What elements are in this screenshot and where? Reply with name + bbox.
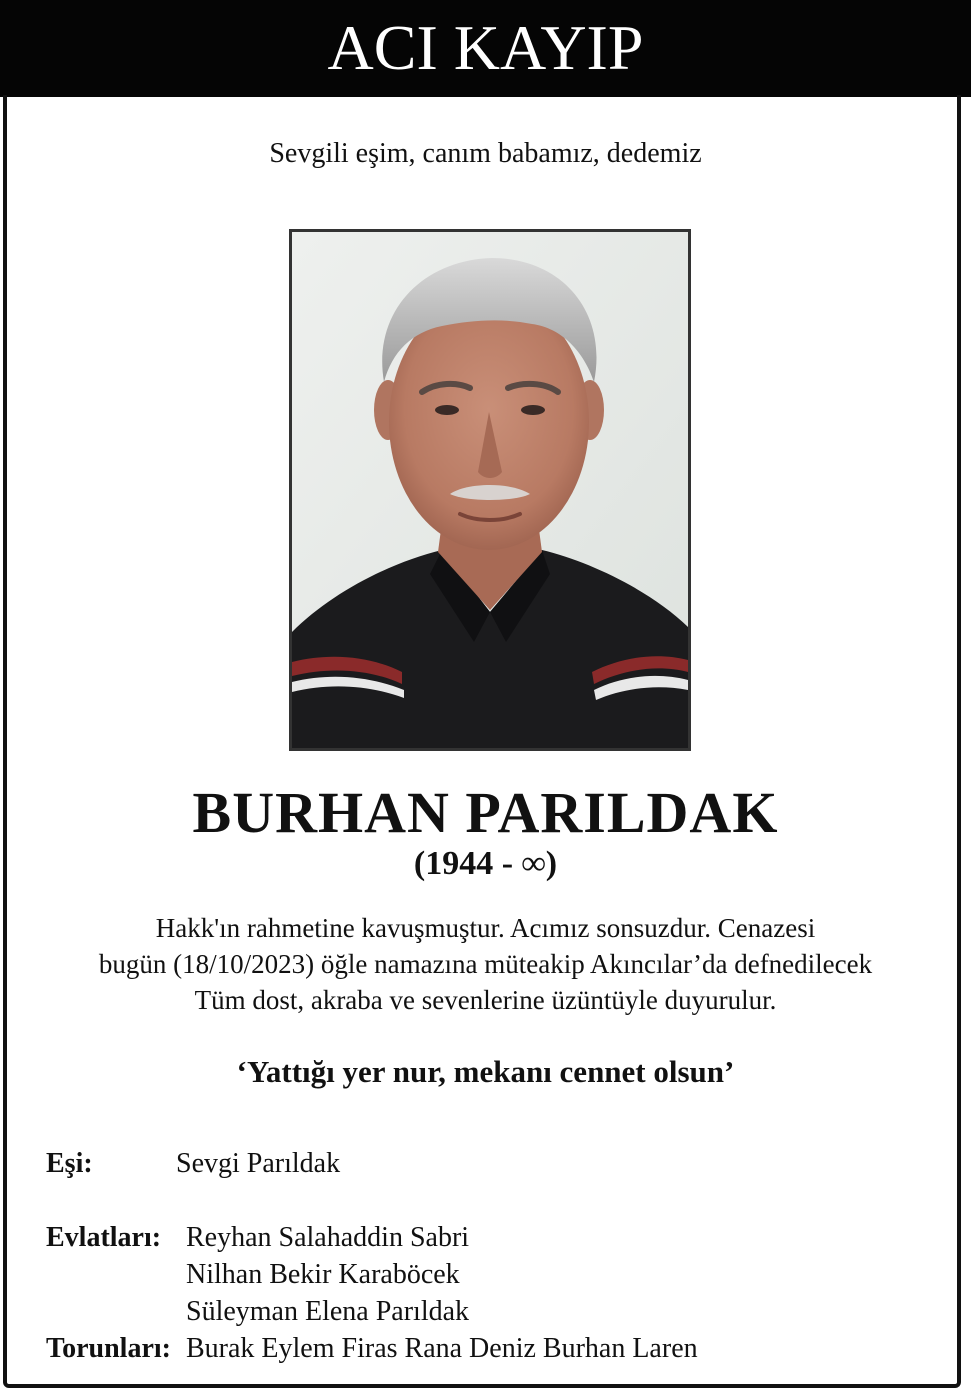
message-line: Hakk'ın rahmetine kavuşmuştur. Acımız sonsuzdur. Cenazesi: [155, 913, 816, 943]
prayer-quote: ‘Yattığı yer nur, mekanı cennet olsun’: [236, 1054, 735, 1089]
message-line: bugün (18/10/2023) öğle namazına müteakip Akıncılar’da defnedilecek: [98, 949, 873, 979]
child-name: Nilhan Bekir Karaböcek: [186, 1259, 460, 1290]
grandchildren-label: Torunları:: [46, 1333, 171, 1364]
spouse-label: Eşi:: [46, 1148, 93, 1179]
announcement-message: [30, 910, 941, 1018]
children-label: Evlatları:: [46, 1222, 162, 1253]
child-name: Reyhan Salahaddin Sabri: [186, 1222, 470, 1253]
grandchildren-names: Burak Eylem Firas Rana Deniz Burhan Laren: [186, 1333, 698, 1364]
child-name: Süleyman Elena Parıldak: [186, 1296, 470, 1327]
deceased-name: BURHAN PARILDAK: [192, 780, 779, 845]
portrait-illustration: [292, 232, 688, 748]
header-bar: [0, 0, 971, 97]
portrait-photo: [289, 229, 691, 751]
message-line: Tüm dost, akraba ve sevenlerine üzüntüyle duyurulur.: [194, 985, 777, 1015]
spouse-name: Sevgi Parıldak: [176, 1148, 341, 1179]
header-title: ACI KAYIP: [327, 12, 644, 83]
subtitle: Sevgili eşim, canım babamız, dedemiz: [269, 138, 702, 169]
deceased-years: (1944 - ∞): [413, 845, 558, 882]
